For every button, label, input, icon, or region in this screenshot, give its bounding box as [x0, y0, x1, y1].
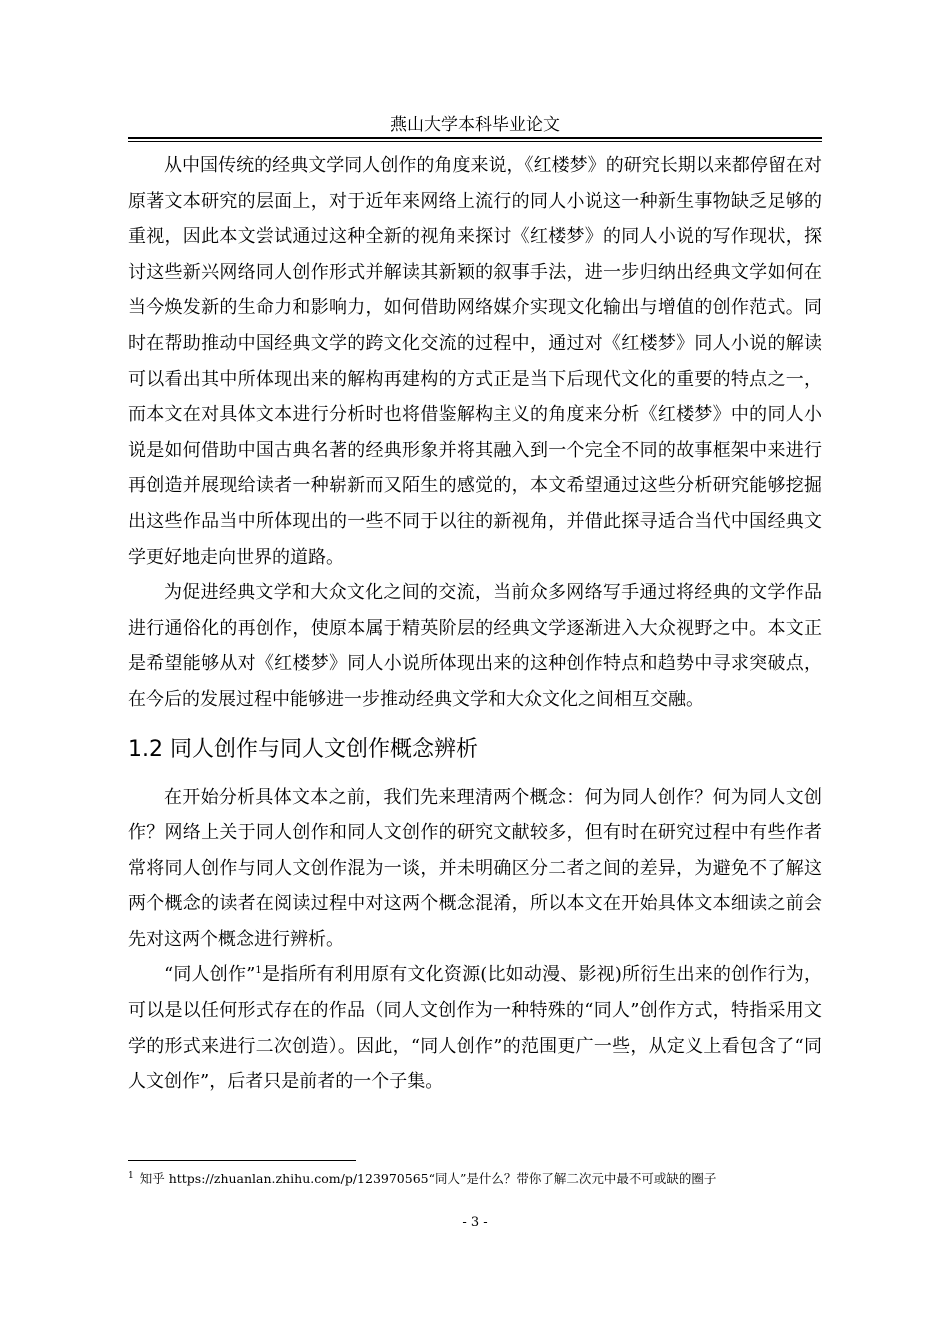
footnote-text: 知乎 https://zhuanlan.zhihu.com/p/123970565“同人”是什么？带你了解二次元中最不可或缺的圈子 — [139, 1171, 717, 1186]
paragraph-4-rest: 是指所有利用原有文化资源(比如动漫、影视)所衍生出来的创作行为，可以是以任何形式存在的作品（同人文创作为一种特殊的“同人”创作方式，特指采用文学的形式来进行二次创造）。因此，“同人创作”的范围更广一些，从定义上看包含了“同人文创作”，后者只是前者的一个子集。 — [128, 964, 822, 1093]
body-text — [128, 148, 822, 1100]
footnote-reference[interactable]: 1 — [255, 965, 262, 977]
header-rule-thick — [128, 137, 822, 139]
paragraph-2: 为促进经典文学和大众文化之间的交流，当前众多网络写手通过将经典的文学作品进行通俗化的再创作，使原本属于精英阶层的经典文学逐渐进入大众视野之中。本文正是希望能够从对《红楼梦》同人小说所体现出来的这种创作特点和趋势中寻求突破点，在今后的发展过程中能够进一步推动经典文学和大众文化之间相互交融。 — [128, 582, 822, 710]
paragraph-3: 在开始分析具体文本之前，我们先来理清两个概念：何为同人创作？何为同人文创作？网络上关于同人创作和同人文创作的研究文献较多，但有时在研究过程中有些作者常将同人创作与同人文创作混为一谈，并未明确区分二者之间的差异，为避免不了解这两个概念的读者在阅读过程中对这两个概念混淆，所以本文在开始具体文本细读之前会先对这两个概念进行辨析。 — [128, 786, 822, 950]
header-rule-thin — [128, 141, 822, 142]
footnote — [128, 1170, 822, 1188]
footnote-separator — [128, 1160, 356, 1161]
footnote-number: 1 — [128, 1170, 134, 1181]
paragraph-4-start: “同人创作” — [164, 964, 256, 986]
page-number: - 3 - — [462, 1215, 488, 1230]
running-header: 燕山大学本科毕业论文 — [390, 115, 560, 135]
paragraph-1: 从中国传统的经典文学同人创作的角度来说，《红楼梦》的研究长期以来都停留在对原著文本研究的层面上，对于近年来网络上流行的同人小说这一种新生事物缺乏足够的重视，因此本文尝试通过这种全新的视角来探讨《红楼梦》的同人小说的写作现状，探讨这些新兴网络同人创作形式并解读其新颖的叙事手法，进一步归纳出经典文学如何在当今焕发新的生命力和影响力，如何借助网络媒介实现文化输出与增值的创作范式。同时在帮助推动中国经典文学的跨文化交流的过程中，通过对《红楼梦》同人小说的解读可以看出其中所体现出来的解构再建构的方式正是当下后现代文化的重要的特点之一，而本文在对具体文本进行分析时也将借鉴解构主义的角度来分析《红楼梦》中的同人小说是如何借助中国古典名著的经典形象并将其融入到一个完全不同的故事框架中来进行再创造并展现给读者一种崭新而又陌生的感觉的，本文希望通过这些分析研究能够挖掘出这些作品当中所体现出的一些不同于以往的新视角，并借此探寻适合当代中国经典文学更好地走向世界的道路。 — [128, 155, 822, 568]
paragraph-4 — [128, 957, 822, 1099]
section-heading: 1.2 同人创作与同人文创作概念辨析 — [128, 736, 478, 762]
